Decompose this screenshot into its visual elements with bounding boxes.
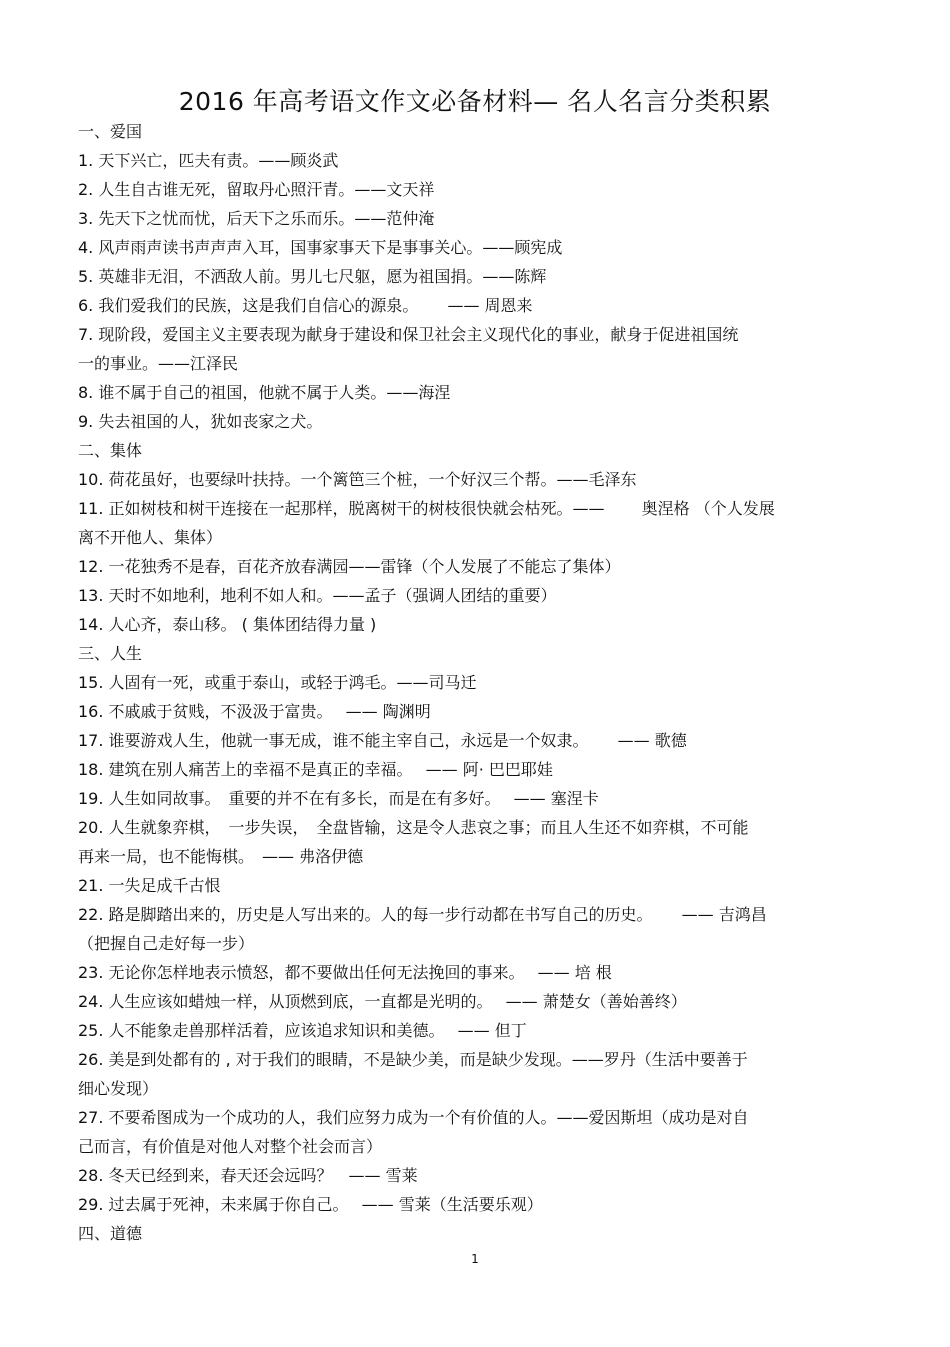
page-title: 2016 年高考语文作文必备材料— 名人名言分类积累 xyxy=(178,87,772,116)
text-line: 3. 先天下之忧而忧，后天下之乐而乐。——范仲淹 xyxy=(78,209,435,228)
text-line: 6. 我们爱我们的民族，这是我们自信心的源泉。 —— 周恩来 xyxy=(78,296,533,315)
text-line: 15. 人固有一死，或重于泰山，或轻于鸿毛。——司马迁 xyxy=(78,673,477,692)
text-line: 28. 冬天已经到来，春天还会远吗？ —— 雪莱 xyxy=(78,1166,418,1185)
text-line: 22. 路是脚踏出来的，历史是人写出来的。人的每一步行动都在书写自己的历史。 —— 吉鸿昌 xyxy=(78,905,767,924)
text-line: 5. 英雄非无泪，不洒敌人前。男儿七尺躯，愿为祖国捐。——陈辉 xyxy=(78,267,547,286)
text-line: 8. 谁不属于自己的祖国，他就不属于人类。——海涅 xyxy=(78,383,451,402)
text-line: 18. 建筑在别人痛苦上的幸福不是真正的幸福。 —— 阿· 巴巴耶娃 xyxy=(78,760,553,779)
text-line: 26. 美是到处都有的 , 对于我们的眼睛，不是缺少美，而是缺少发现。——罗丹（生活中要善于 xyxy=(78,1050,748,1069)
text-line: 四、道德 xyxy=(78,1224,143,1243)
text-line: 细心发现） xyxy=(78,1079,159,1098)
text-line: 7. 现阶段，爱国主义主要表现为献身于建设和保卫社会主义现代化的事业，献身于促进祖国统 xyxy=(78,325,739,344)
text-line: 13. 天时不如地利，地利不如人和。——孟子（强调人团结的重要） xyxy=(78,586,557,605)
text-line: 三、人生 xyxy=(78,644,143,663)
text-line: 27. 不要希图成为一个成功的人，我们应努力成为一个有价值的人。——爱因斯坦（成功是对自 xyxy=(78,1108,749,1127)
text-line: 2. 人生自古谁无死，留取丹心照汗青。——文天祥 xyxy=(78,180,435,199)
text-line: 14. 人心齐，泰山移。 ( 集体团结得力量 ) xyxy=(78,615,377,634)
text-line: 11. 正如树枝和树干连接在一起那样，脱离树干的树枝很快就会枯死。—— 奥涅格 （个人发展 xyxy=(78,499,775,518)
text-line: 16. 不戚戚于贫贱，不汲汲于富贵。 —— 陶渊明 xyxy=(78,702,431,721)
text-line: 20. 人生就象弈棋， 一步失误， 全盘皆输，这是令人悲哀之事；而且人生还不如弈棋，不可能 xyxy=(78,818,749,837)
text-line: 23. 无论你怎样地表示愤怒，都不要做出任何无法挽回的事来。 —— 培 根 xyxy=(78,963,612,982)
text-line: 再来一局，也不能悔棋。 —— 弗洛伊德 xyxy=(78,847,364,866)
text-line: 离不开他人、集体） xyxy=(78,528,223,547)
text-line: 19. 人生如同故事。 重要的并不在有多长，而是在有多好。 —— 塞涅卡 xyxy=(78,789,599,808)
text-line: 29. 过去属于死神，未来属于你自己。 —— 雪莱（生活要乐观） xyxy=(78,1195,543,1214)
text-line: 25. 人不能象走兽那样活着，应该追求知识和美德。 —— 但丁 xyxy=(78,1021,527,1040)
text-line: 一的事业。——江泽民 xyxy=(78,354,239,373)
text-line: 一、爱国 xyxy=(78,122,143,141)
text-line: 4. 风声雨声读书声声声入耳，国事家事天下是事事关心。——顾宪成 xyxy=(78,238,563,257)
text-line: 9. 失去祖国的人，犹如丧家之犬。 xyxy=(78,412,323,431)
text-line: 21. 一失足成千古恨 xyxy=(78,876,221,895)
text-line: （把握自己走好每一步） xyxy=(78,934,255,953)
text-line: 12. 一花独秀不是春，百花齐放春满园——雷锋（个人发展了不能忘了集体） xyxy=(78,557,621,576)
text-line: 二、集体 xyxy=(78,441,143,460)
page-number: 1 xyxy=(471,1252,479,1266)
document-body xyxy=(78,117,878,1248)
text-line: 24. 人生应该如蜡烛一样，从顶燃到底，一直都是光明的。 —— 萧楚女（善始善终） xyxy=(78,992,687,1011)
text-line: 10. 荷花虽好，也要绿叶扶持。一个篱笆三个桩，一个好汉三个帮。——毛泽东 xyxy=(78,470,637,489)
text-line: 17. 谁要游戏人生，他就一事无成，谁不能主宰自己，永远是一个奴隶。 —— 歌德 xyxy=(78,731,687,750)
text-line: 己而言，有价值是对他人对整个社会而言） xyxy=(78,1137,383,1156)
text-line: 1. 天下兴亡，匹夫有责。——顾炎武 xyxy=(78,151,339,170)
